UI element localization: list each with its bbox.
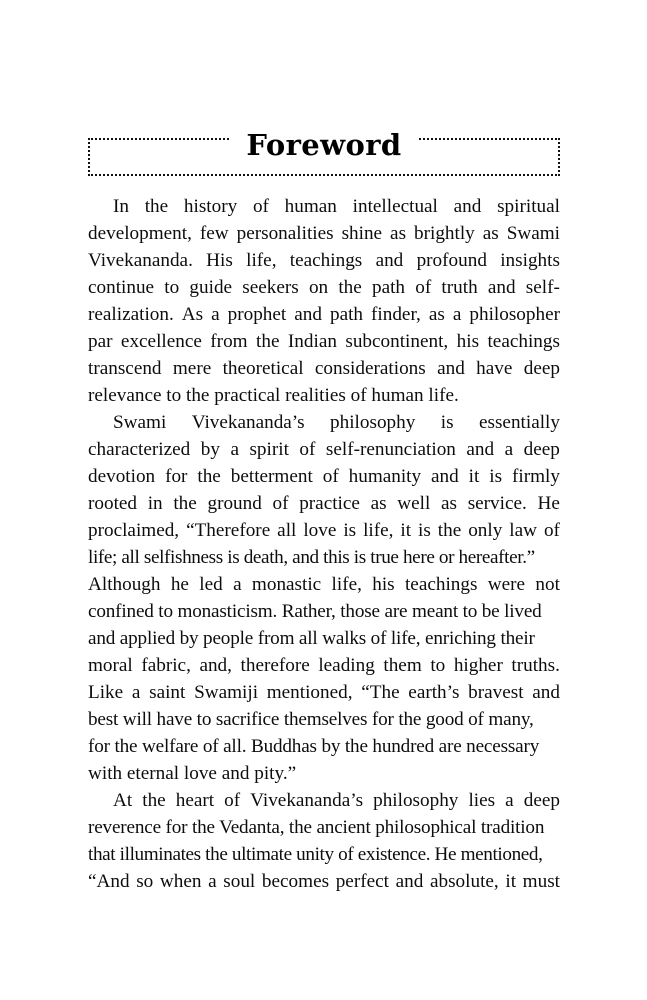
chapter-header [88, 128, 560, 176]
paragraph-3 [88, 787, 560, 895]
text-line: par excellence from the Indian subcontinent, his teachings [88, 331, 560, 352]
text-line: “And so when a soul becomes perfect and absolute, it must [88, 871, 560, 892]
text-line: At the heart of Vivekananda’s philosophy lies a deep [113, 790, 560, 811]
text-line: Vivekananda. His life, teachings and profound insights [88, 250, 560, 271]
text-line: and applied by people from all walks of life, enriching their [88, 628, 535, 649]
text-line: reverence for the Vedanta, the ancient philosophical tradition [88, 817, 545, 838]
text-line: continue to guide seekers on the path of truth and self- [88, 277, 560, 298]
text-line: proclaimed, “Therefore all love is life, it is the only law of [88, 520, 560, 541]
body-text [88, 193, 560, 895]
page-title: Foreword [230, 128, 417, 162]
text-line: In the history of human intellectual and spiritual [113, 196, 560, 217]
text-line: rooted in the ground of practice as well as service. He [88, 493, 560, 514]
text-line: transcend mere theoretical considerations and have deep [88, 358, 560, 379]
text-line: moral fabric, and, therefore leading them to higher truths. [88, 655, 560, 676]
text-line: life; all selfishness is death, and this is true here or hereafter.” [88, 547, 535, 568]
text-line: realization. As a prophet and path finder, as a philosopher [88, 304, 560, 325]
text-line: Swami Vivekananda’s philosophy is essentially [113, 412, 560, 433]
text-line: confined to monasticism. Rather, those are meant to be lived [88, 601, 542, 622]
text-line: characterized by a spirit of self-renunciation and a deep [88, 439, 560, 460]
text-line: devotion for the betterment of humanity and it is firmly [88, 466, 560, 487]
paragraph-2 [88, 409, 560, 787]
text-line: Although he led a monastic life, his teachings were not [88, 574, 560, 595]
text-line: best will have to sacrifice themselves for the good of many, [88, 709, 534, 730]
text-line: relevance to the practical realities of human life. [88, 385, 459, 406]
text-line: that illuminates the ultimate unity of existence. He mentioned, [88, 844, 543, 865]
text-line: development, few personalities shine as brightly as Swami [88, 223, 560, 244]
paragraph-1 [88, 193, 560, 409]
text-line: Like a saint Swamiji mentioned, “The earth’s bravest and [88, 682, 560, 703]
text-line: with eternal love and pity.” [88, 763, 297, 784]
text-line: for the welfare of all. Buddhas by the hundred are necessary [88, 736, 540, 757]
